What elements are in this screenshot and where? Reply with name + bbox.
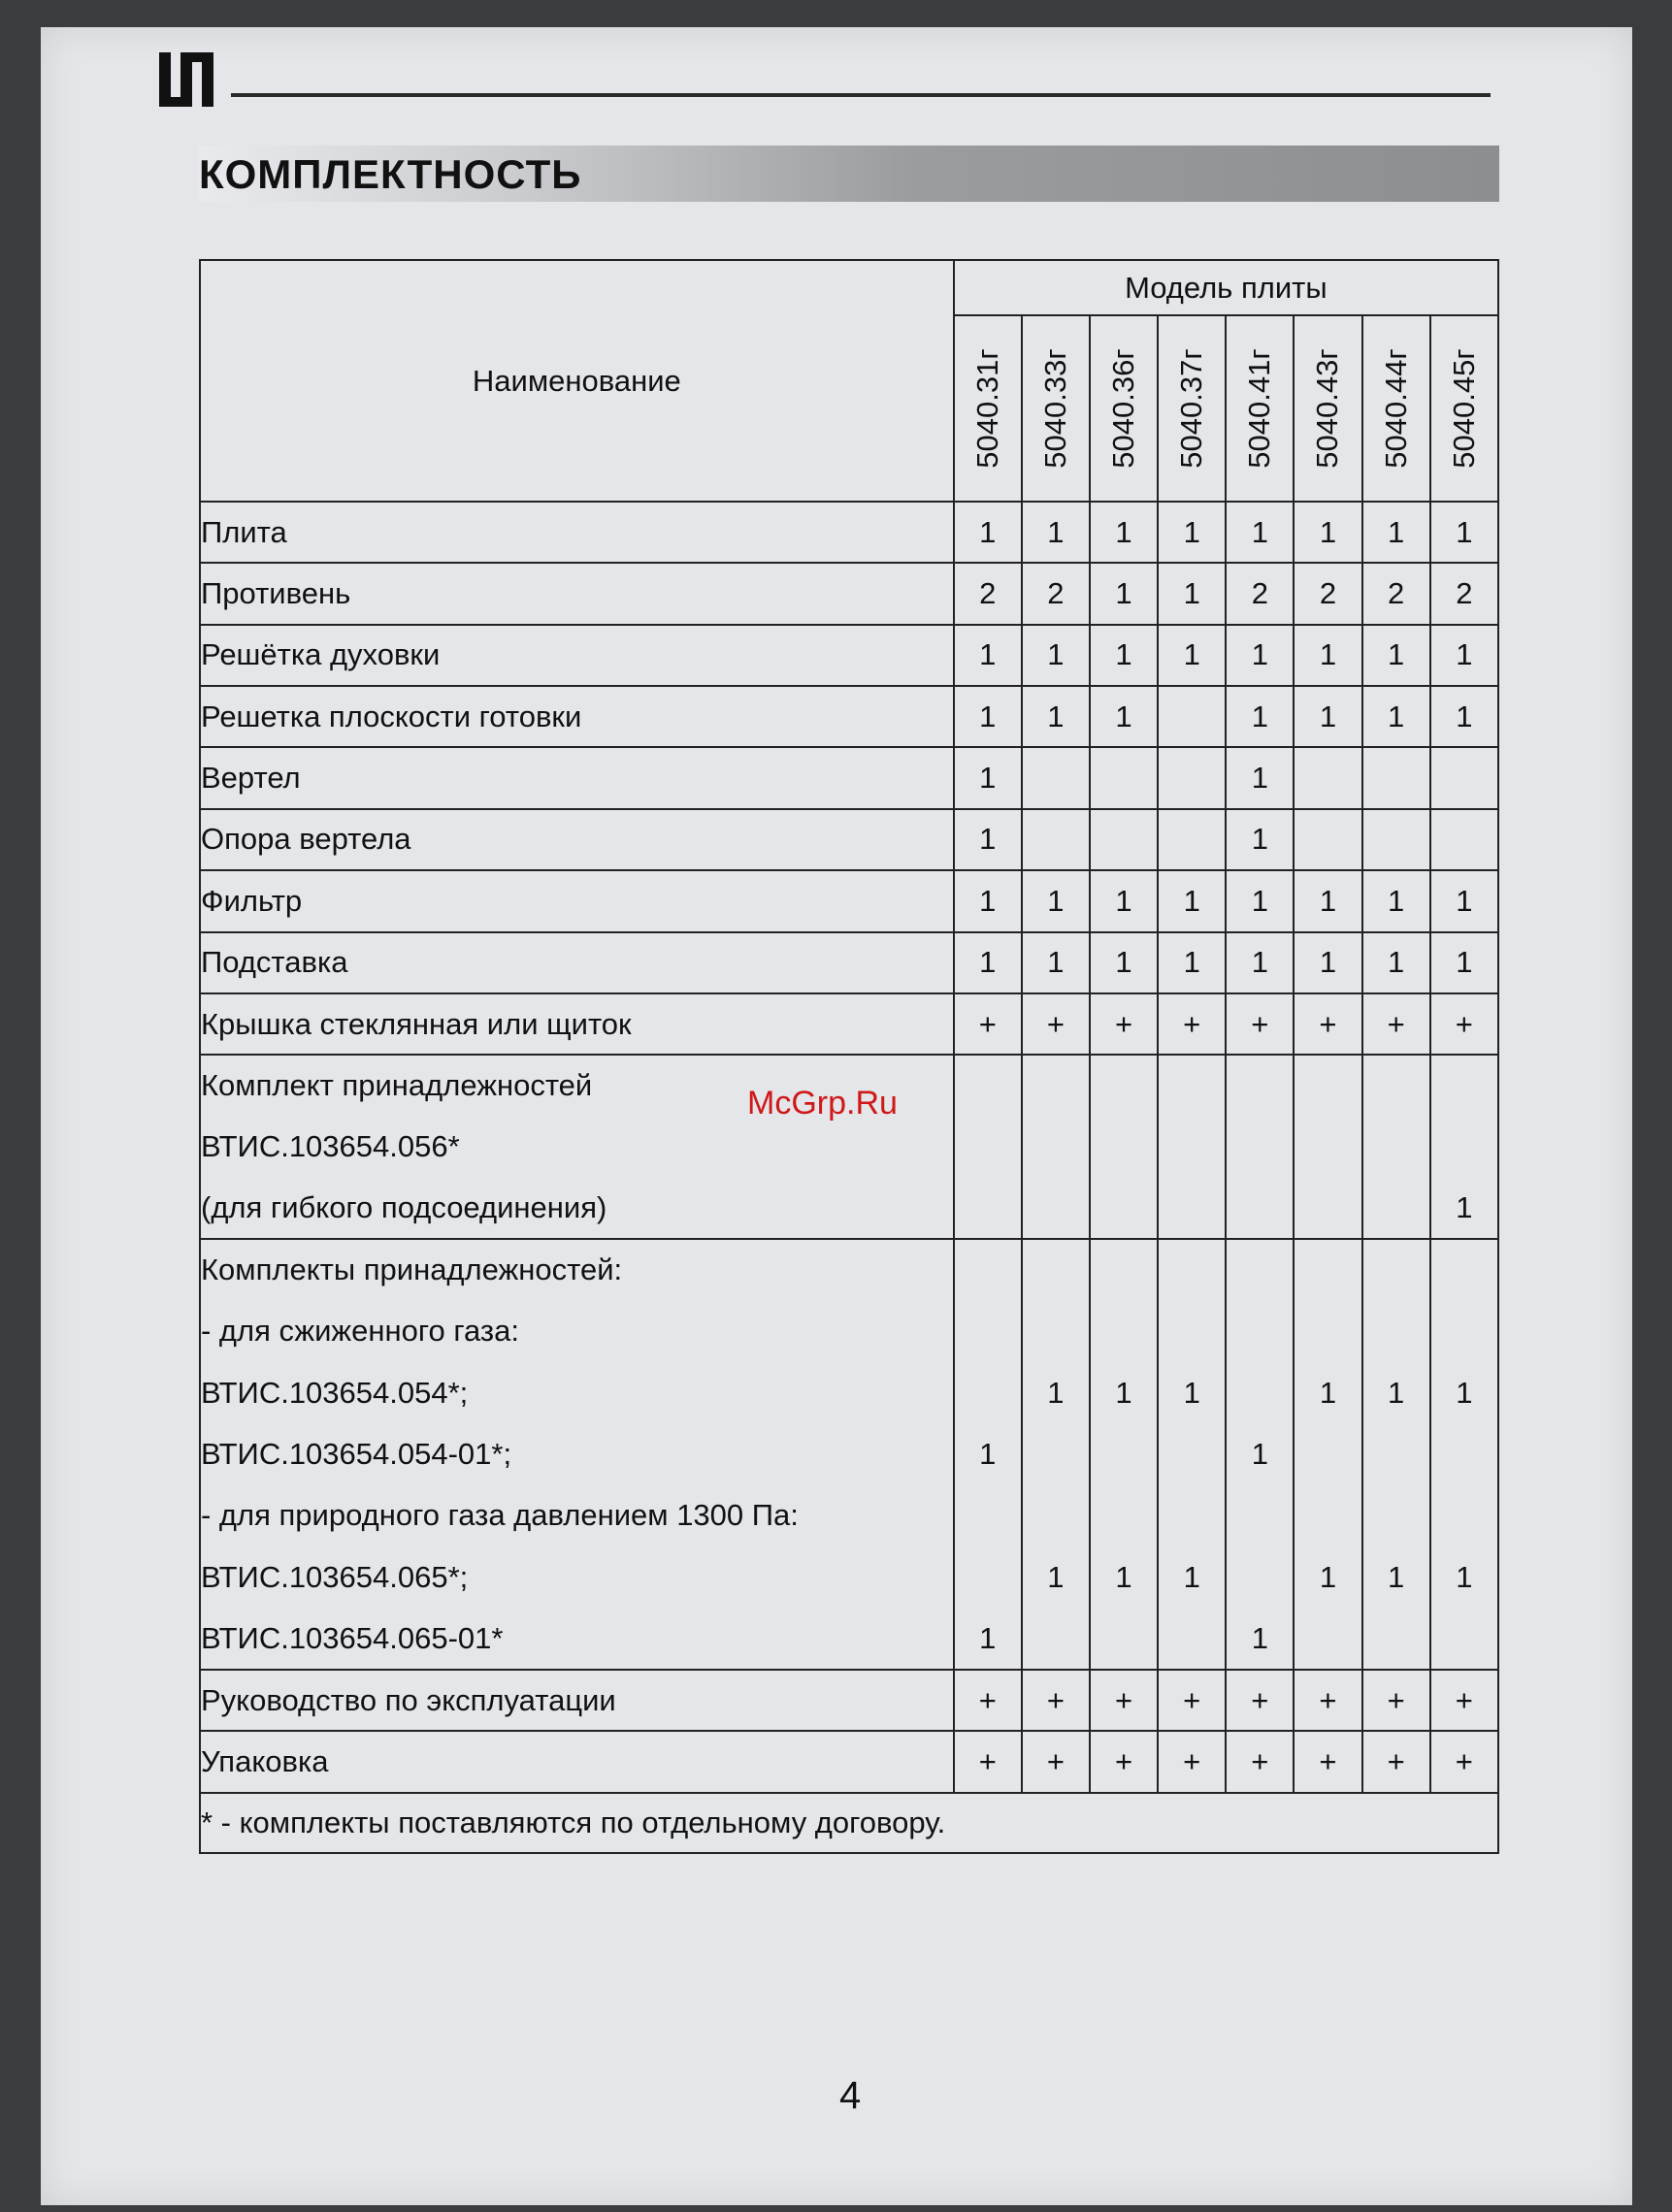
quantity-cell: 1: [1090, 1546, 1158, 1608]
quantity-cell: [954, 1362, 1022, 1423]
quantity-cell: 1: [1362, 1546, 1430, 1608]
quantity-cell: +: [954, 993, 1022, 1055]
quantity-cell: [1362, 1055, 1430, 1116]
item-name: Противень: [200, 563, 954, 624]
quantity-cell: 1: [1362, 502, 1430, 563]
quantity-cell: 1: [1430, 502, 1498, 563]
header-rule: [231, 93, 1491, 97]
quantity-cell: [1294, 747, 1361, 808]
model-label: 5040.44г: [1378, 348, 1413, 469]
quantity-cell: 1: [1430, 870, 1498, 931]
quantity-cell: 1: [1090, 1362, 1158, 1423]
quantity-cell: [1158, 1117, 1226, 1178]
quantity-cell: +: [1226, 1731, 1294, 1792]
quantity-cell: 1: [1090, 686, 1158, 747]
model-header-cell: [954, 315, 1022, 502]
item-name: - для природного газа давлением 1300 Па:: [200, 1485, 954, 1546]
quantity-cell: [1022, 1239, 1090, 1300]
quantity-cell: +: [1226, 1670, 1294, 1731]
model-header-cell: [1158, 315, 1226, 502]
quantity-cell: 1: [1158, 1362, 1226, 1423]
quantity-cell: +: [1294, 993, 1361, 1055]
quantity-cell: 1: [1158, 932, 1226, 993]
quantity-cell: [1226, 1055, 1294, 1116]
quantity-cell: 1: [954, 625, 1022, 686]
quantity-cell: 1: [1022, 1362, 1090, 1423]
table-row: [200, 1178, 1498, 1239]
name-column-header: Наименование: [200, 260, 954, 502]
quantity-cell: [1158, 1239, 1226, 1300]
quantity-cell: [1022, 1178, 1090, 1239]
quantity-cell: 1: [1226, 747, 1294, 808]
quantity-cell: 1: [1022, 932, 1090, 993]
brand-logo-icon: [155, 47, 217, 111]
quantity-cell: [1158, 747, 1226, 808]
footnote: * - комплекты поставляются по отдельному договору.: [200, 1793, 1498, 1853]
quantity-cell: +: [1294, 1670, 1361, 1731]
item-name: Опора вертела: [200, 809, 954, 870]
table-row: [200, 1670, 1498, 1731]
quantity-cell: [954, 1301, 1022, 1362]
quantity-cell: [1362, 1117, 1430, 1178]
quantity-cell: [1430, 747, 1498, 808]
quantity-cell: +: [1158, 1731, 1226, 1792]
quantity-cell: [1226, 1178, 1294, 1239]
quantity-cell: [1090, 1239, 1158, 1300]
quantity-cell: 1: [1294, 932, 1361, 993]
quantity-cell: 1: [1294, 625, 1361, 686]
quantity-cell: +: [1158, 1670, 1226, 1731]
model-header-cell: [1226, 315, 1294, 502]
table-row: [200, 809, 1498, 870]
quantity-cell: 1: [1158, 625, 1226, 686]
item-name: Плита: [200, 502, 954, 563]
quantity-cell: [1158, 686, 1226, 747]
quantity-cell: 1: [1022, 1546, 1090, 1608]
model-header-cell: [1022, 315, 1090, 502]
table-row: [200, 1546, 1498, 1608]
quantity-cell: 1: [1158, 1546, 1226, 1608]
page-number: 4: [839, 2074, 862, 2117]
quantity-cell: [1226, 1301, 1294, 1362]
model-header-cell: [1362, 315, 1430, 502]
quantity-cell: [1430, 1423, 1498, 1484]
quantity-cell: +: [1022, 1731, 1090, 1792]
quantity-cell: [1090, 809, 1158, 870]
quantity-cell: +: [954, 1670, 1022, 1731]
table-row: [200, 1608, 1498, 1669]
quantity-cell: 1: [1294, 1546, 1361, 1608]
quantity-cell: [1362, 1239, 1430, 1300]
quantity-cell: 1: [1090, 932, 1158, 993]
quantity-cell: 1: [1430, 932, 1498, 993]
quantity-cell: [1430, 1485, 1498, 1546]
quantity-cell: +: [1158, 993, 1226, 1055]
quantity-cell: [1090, 1117, 1158, 1178]
section-heading: КОМПЛЕКТНОСТЬ: [199, 151, 582, 197]
quantity-cell: +: [1430, 1731, 1498, 1792]
quantity-cell: 1: [1294, 1362, 1361, 1423]
quantity-cell: 1: [1362, 870, 1430, 931]
quantity-cell: +: [1090, 1670, 1158, 1731]
quantity-cell: 1: [1294, 502, 1361, 563]
quantity-cell: [1294, 1423, 1361, 1484]
quantity-cell: +: [1430, 993, 1498, 1055]
completeness-table: [199, 259, 1499, 1854]
quantity-cell: [1430, 1055, 1498, 1116]
quantity-cell: 1: [1226, 932, 1294, 993]
item-name: ВТИС.103654.054-01*;: [200, 1423, 954, 1484]
quantity-cell: [1294, 1117, 1361, 1178]
quantity-cell: [954, 1239, 1022, 1300]
table-row: [200, 563, 1498, 624]
quantity-cell: [1090, 1055, 1158, 1116]
quantity-cell: 1: [954, 686, 1022, 747]
quantity-cell: 2: [954, 563, 1022, 624]
quantity-cell: 1: [1226, 686, 1294, 747]
quantity-cell: 1: [954, 809, 1022, 870]
item-name: ВТИС.103654.065*;: [200, 1546, 954, 1608]
quantity-cell: [1362, 747, 1430, 808]
model-label: 5040.31г: [969, 348, 1004, 469]
quantity-cell: [1226, 1117, 1294, 1178]
quantity-cell: 1: [1362, 686, 1430, 747]
quantity-cell: 1: [1430, 1362, 1498, 1423]
quantity-cell: +: [1294, 1731, 1361, 1792]
quantity-cell: 1: [1226, 1423, 1294, 1484]
quantity-cell: [1294, 1608, 1361, 1669]
quantity-cell: [1090, 1485, 1158, 1546]
model-header-cell: [1294, 315, 1361, 502]
quantity-cell: [1294, 1239, 1361, 1300]
quantity-cell: 1: [1226, 809, 1294, 870]
quantity-cell: 1: [1226, 502, 1294, 563]
quantity-cell: +: [1430, 1670, 1498, 1731]
table-row: [200, 1731, 1498, 1792]
quantity-cell: 2: [1430, 563, 1498, 624]
model-label: 5040.37г: [1174, 348, 1209, 469]
quantity-cell: [1090, 1608, 1158, 1669]
item-name: Вертел: [200, 747, 954, 808]
quantity-cell: [1022, 1485, 1090, 1546]
quantity-cell: [1158, 1301, 1226, 1362]
quantity-cell: [1362, 1301, 1430, 1362]
quantity-cell: [1090, 1301, 1158, 1362]
quantity-cell: 1: [1022, 686, 1090, 747]
quantity-cell: 1: [1430, 1546, 1498, 1608]
quantity-cell: [1158, 1485, 1226, 1546]
quantity-cell: 1: [1430, 625, 1498, 686]
model-label: 5040.43г: [1310, 348, 1345, 469]
quantity-cell: [1022, 1117, 1090, 1178]
quantity-cell: [1362, 1423, 1430, 1484]
quantity-cell: [1430, 1301, 1498, 1362]
quantity-cell: +: [1090, 1731, 1158, 1792]
quantity-cell: 1: [954, 1608, 1022, 1669]
quantity-cell: +: [1226, 993, 1294, 1055]
quantity-cell: [1158, 1055, 1226, 1116]
quantity-cell: 1: [1090, 502, 1158, 563]
quantity-cell: [1362, 809, 1430, 870]
model-header-cell: [1430, 315, 1498, 502]
quantity-cell: 1: [1294, 686, 1361, 747]
quantity-cell: 1: [1226, 1608, 1294, 1669]
quantity-cell: +: [1022, 993, 1090, 1055]
quantity-cell: [954, 1485, 1022, 1546]
quantity-cell: [1022, 1608, 1090, 1669]
quantity-cell: +: [1022, 1670, 1090, 1731]
quantity-cell: 2: [1226, 563, 1294, 624]
quantity-cell: 1: [954, 502, 1022, 563]
item-name: Упаковка: [200, 1731, 954, 1792]
quantity-cell: 2: [1362, 563, 1430, 624]
item-name: Руководство по эксплуатации: [200, 1670, 954, 1731]
quantity-cell: 1: [1226, 625, 1294, 686]
quantity-cell: [1294, 1485, 1361, 1546]
table-row: [200, 1117, 1498, 1178]
model-label: 5040.36г: [1106, 348, 1141, 469]
quantity-cell: [1226, 1239, 1294, 1300]
quantity-cell: [1294, 1301, 1361, 1362]
quantity-cell: [1022, 1423, 1090, 1484]
quantity-cell: [1090, 1423, 1158, 1484]
quantity-cell: +: [1362, 993, 1430, 1055]
quantity-cell: [1294, 1055, 1361, 1116]
quantity-cell: 1: [1158, 502, 1226, 563]
quantity-cell: 1: [954, 1423, 1022, 1484]
quantity-cell: [1022, 1301, 1090, 1362]
quantity-cell: 1: [1294, 870, 1361, 931]
quantity-cell: 2: [1022, 563, 1090, 624]
quantity-cell: [1362, 1485, 1430, 1546]
quantity-cell: 1: [1022, 502, 1090, 563]
watermark: McGrp.Ru: [747, 1085, 898, 1122]
table-row: [200, 870, 1498, 931]
quantity-cell: +: [1362, 1731, 1430, 1792]
table-row: [200, 1362, 1498, 1423]
quantity-cell: 1: [954, 870, 1022, 931]
item-name: - для сжиженного газа:: [200, 1301, 954, 1362]
quantity-cell: 1: [1362, 932, 1430, 993]
quantity-cell: 1: [1362, 1362, 1430, 1423]
quantity-cell: [954, 1546, 1022, 1608]
quantity-cell: 1: [1022, 870, 1090, 931]
quantity-cell: [1430, 1239, 1498, 1300]
quantity-cell: [954, 1178, 1022, 1239]
quantity-cell: 1: [1226, 870, 1294, 931]
item-name: Комплекты принадлежностей:: [200, 1239, 954, 1300]
quantity-cell: [1090, 747, 1158, 808]
quantity-cell: [1294, 1178, 1361, 1239]
quantity-cell: [1090, 1178, 1158, 1239]
table-row: [200, 625, 1498, 686]
item-name: Фильтр: [200, 870, 954, 931]
model-label: 5040.41г: [1242, 348, 1277, 469]
footnote-row: [200, 1793, 1498, 1853]
quantity-cell: 1: [1022, 625, 1090, 686]
quantity-cell: [1430, 1608, 1498, 1669]
table-row: [200, 747, 1498, 808]
table-row: [200, 686, 1498, 747]
model-label: 5040.33г: [1037, 348, 1072, 469]
model-column-header: Модель плиты: [954, 260, 1498, 315]
item-name: Решетка плоскости готовки: [200, 686, 954, 747]
quantity-cell: [1158, 1608, 1226, 1669]
table-row: [200, 502, 1498, 563]
quantity-cell: [1362, 1178, 1430, 1239]
quantity-cell: 1: [1430, 1178, 1498, 1239]
item-name: Крышка стеклянная или щиток: [200, 993, 954, 1055]
quantity-cell: 1: [1430, 686, 1498, 747]
table-row: [200, 993, 1498, 1055]
quantity-cell: [1430, 809, 1498, 870]
quantity-cell: 1: [1158, 870, 1226, 931]
table-row: [200, 932, 1498, 993]
table-row: [200, 1423, 1498, 1484]
quantity-cell: 1: [1362, 625, 1430, 686]
quantity-cell: 1: [1090, 563, 1158, 624]
quantity-cell: 1: [1158, 563, 1226, 624]
item-name: ВТИС.103654.056*: [200, 1117, 954, 1178]
quantity-cell: [954, 1055, 1022, 1116]
quantity-cell: 1: [954, 932, 1022, 993]
model-label: 5040.45г: [1446, 348, 1481, 469]
quantity-cell: 1: [1090, 625, 1158, 686]
quantity-cell: 2: [1294, 563, 1361, 624]
quantity-cell: [1022, 1055, 1090, 1116]
table-row: [200, 1485, 1498, 1546]
item-name: Решётка духовки: [200, 625, 954, 686]
model-header-cell: [1090, 315, 1158, 502]
quantity-cell: +: [1090, 993, 1158, 1055]
quantity-cell: [1158, 1423, 1226, 1484]
quantity-cell: [954, 1117, 1022, 1178]
item-name: Комплект принадлежностей: [200, 1055, 954, 1116]
quantity-cell: [1226, 1362, 1294, 1423]
table-row: [200, 1301, 1498, 1362]
quantity-cell: [1226, 1485, 1294, 1546]
quantity-cell: +: [1362, 1670, 1430, 1731]
quantity-cell: [1226, 1546, 1294, 1608]
table-row: [200, 1239, 1498, 1300]
item-name: ВТИС.103654.054*;: [200, 1362, 954, 1423]
quantity-cell: [1430, 1117, 1498, 1178]
quantity-cell: [1158, 809, 1226, 870]
quantity-cell: +: [954, 1731, 1022, 1792]
item-name: Подставка: [200, 932, 954, 993]
item-name: (для гибкого подсоединения): [200, 1178, 954, 1239]
item-name: ВТИС.103654.065-01*: [200, 1608, 954, 1669]
quantity-cell: [1294, 809, 1361, 870]
quantity-cell: [1362, 1608, 1430, 1669]
quantity-cell: 1: [954, 747, 1022, 808]
quantity-cell: 1: [1090, 870, 1158, 931]
quantity-cell: [1158, 1178, 1226, 1239]
quantity-cell: [1022, 747, 1090, 808]
quantity-cell: [1022, 809, 1090, 870]
